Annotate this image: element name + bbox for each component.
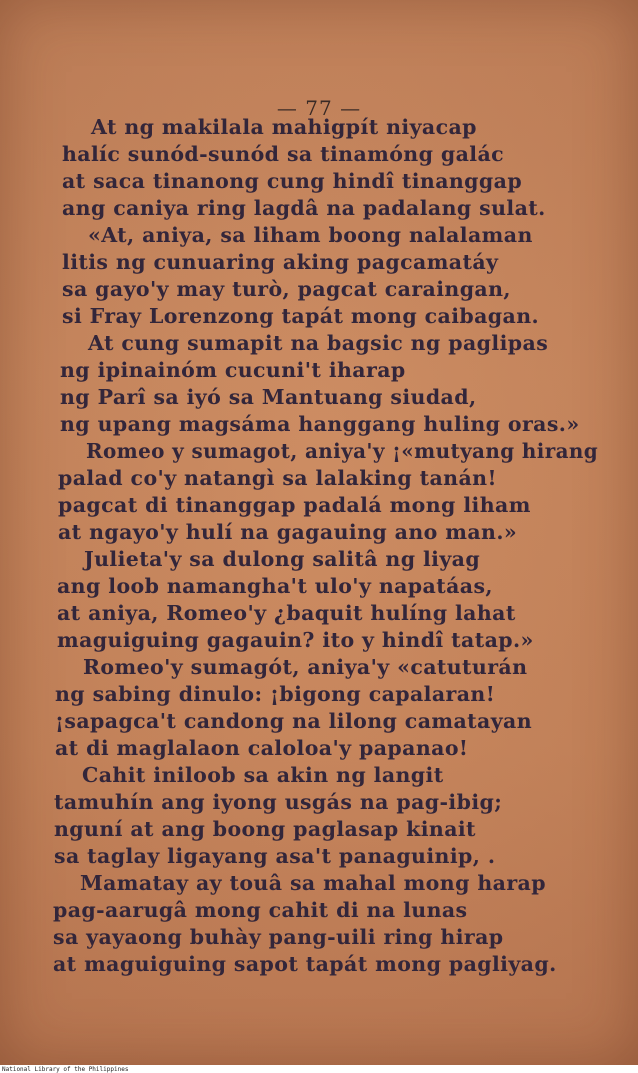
poem-line: ng ipinainóm cucuni't iharap (60, 358, 406, 382)
poem-line: Romeo'y sumagót, aniya'y «catuturán (83, 655, 528, 679)
poem-line: palad co'y natangì sa lalaking tanán! (58, 466, 497, 490)
poem-line: tamuhín ang iyong usgás na pag-ibig; (54, 790, 503, 814)
page-number: — 77 — (276, 96, 362, 120)
poem-line: nguní at ang boong paglasap kinait (54, 817, 476, 841)
poem-line: pag-aarugâ mong cahit di na lunas (53, 898, 468, 922)
poem-line: sa yayaong buhày pang-uili ring hirap (53, 925, 504, 949)
poem-line: sa taglay ligayang asa't panaguinip, . (54, 844, 496, 868)
poem-line: maguiguing gagauin? ito y hindî tatap.» (57, 628, 534, 652)
poem-line: at saca tinanong cung hindî tinanggap (62, 169, 523, 193)
poem-line: Cahit iniloob sa akin ng langit (82, 763, 444, 787)
poem-line: Mamatay ay touâ sa mahal mong harap (80, 871, 546, 895)
poem-line: ng Parî sa iyó sa Mantuang siudad, (60, 385, 477, 409)
poem-line: ¡sapagca't candong na lilong camatayan (55, 709, 533, 733)
poem-line: ang loob namangha't ulo'y napatáas, (57, 574, 493, 598)
poem-line: ang caniya ring lagdâ na padalang sulat. (62, 196, 546, 220)
poem-line: Julieta'y sa dulong salitâ ng liyag (84, 547, 481, 571)
poem-line: at maguiguing sapot tapát mong pagliyag. (53, 952, 557, 976)
poem-line: sa gayo'y may turò, pagcat caraingan, (62, 277, 511, 301)
poem-line: «At, aniya, sa liham boong nalalaman (88, 223, 533, 247)
poem-line: At cung sumapit na bagsic ng paglipas (88, 331, 549, 355)
poem-line: litis ng cunuaring aking pagcamatáy (62, 250, 499, 274)
poem-line: at aniya, Romeo'y ¿baquit hulíng lahat (57, 601, 516, 625)
poem-line: at ngayo'y hulí na gagauing ano man.» (58, 520, 518, 544)
library-credit: National Library of the Philippines (2, 1066, 129, 1073)
poem-line: si Fray Lorenzong tapát mong caibagan. (62, 304, 540, 328)
poem-line: at di maglalaon caloloa'y papanao! (55, 736, 469, 760)
poem-line: pagcat di tinanggap padalá mong liham (58, 493, 531, 517)
poem-line: ng upang magsáma hanggang huling oras.» (60, 412, 580, 436)
poem-line: halíc sunód-sunód sa tinamóng galác (62, 142, 505, 166)
poem-line: Romeo y sumagot, aniya'y ¡«mutyang hirang (86, 439, 599, 463)
poem-line: ng sabing dinulo: ¡bigong capalaran! (55, 682, 496, 706)
poem-line: At ng makilala mahigpít niyacap (91, 115, 477, 139)
